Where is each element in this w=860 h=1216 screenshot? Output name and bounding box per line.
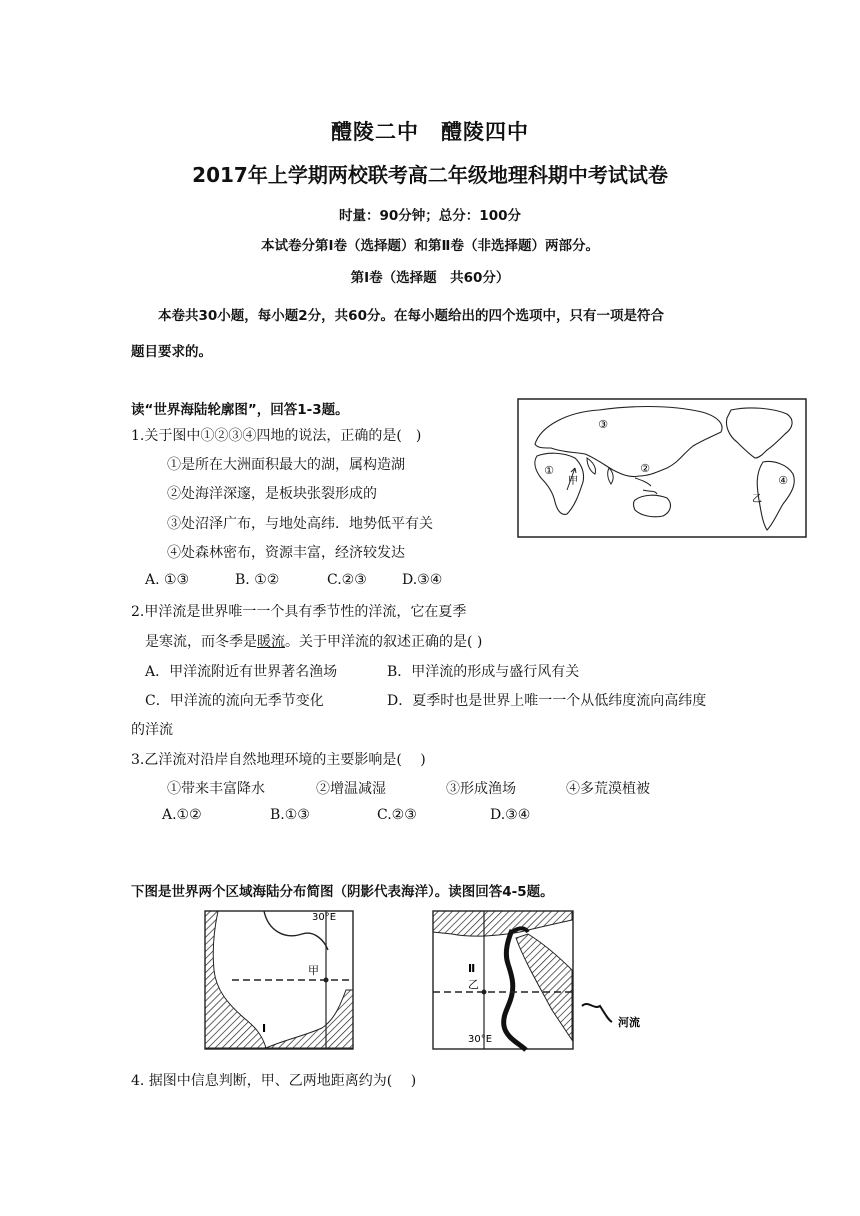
- q3-statement-2: ②增温减湿: [316, 781, 386, 797]
- q2-stem-line2-pre: 是寒流，而冬季是: [145, 634, 257, 650]
- q3-option-c: C.②③: [377, 807, 417, 823]
- q1-statement-1: ①是所在大洲面积最大的湖，属构造湖: [167, 457, 405, 473]
- meridian-label: 30°E: [312, 912, 337, 923]
- q2-option-b: B．甲洋流的形成与盛行风有关: [387, 664, 580, 680]
- point-jia: [324, 978, 329, 983]
- site3-label: ③: [598, 418, 608, 431]
- q3-statement-3: ③形成渔场: [446, 781, 516, 797]
- region-map-1: [204, 910, 354, 1050]
- point-jia-label: 甲: [308, 964, 319, 977]
- region-1-label: Ⅰ: [262, 1022, 267, 1035]
- q3-stem: 3.乙洋流对沿岸自然地理环境的主要影响是( ): [131, 752, 426, 768]
- q3-option-a: A.①②: [162, 807, 202, 823]
- current-yi-label: 乙: [752, 494, 762, 505]
- q1-statement-2: ②处海洋深邃，是板块张裂形成的: [167, 486, 377, 502]
- q2-option-c: C．甲洋流的流向无季节变化: [145, 693, 324, 709]
- q2-option-d-cont: 的洋流: [131, 722, 173, 738]
- group2-intro: 下图是世界两个区域海陆分布简图（阴影代表海洋）。读图回答4-5题。: [131, 884, 554, 900]
- region-2-label: Ⅱ: [468, 962, 476, 975]
- q1-option-d: D.③④: [402, 572, 443, 588]
- q3-option-b: B.①③: [270, 807, 310, 823]
- q3-statement-1: ①带来丰富降水: [167, 781, 265, 797]
- instructions-line1: 本卷共30小题，每小题2分，共60分。在每小题给出的四个选项中，只有一项是符合: [158, 308, 664, 324]
- point-yi-label: 乙: [468, 978, 479, 991]
- world-map-figure: [517, 398, 807, 538]
- paper-structure: 本试卷分第Ⅰ卷（选择题）和第Ⅱ卷（非选择题）两部分。: [261, 238, 599, 254]
- q2-stem-line2: [145, 631, 482, 651]
- point-yi: [482, 990, 487, 995]
- instructions-line2: 题目要求的。: [131, 344, 212, 360]
- q1-stem: 1.关于图中①②③④四地的说法，正确的是( ): [131, 428, 422, 444]
- q3-statement-4: ④多荒漠植被: [566, 781, 650, 797]
- q1-option-a: A. ①③: [145, 572, 190, 588]
- group1-intro: 读“世界海陆轮廓图”，回答1-3题。: [131, 402, 349, 418]
- region-map-2: [432, 910, 667, 1052]
- legend-river-label: 河流: [618, 1016, 640, 1029]
- q4-stem: 4. 据图中信息判断，甲、乙两地距离约为( ): [131, 1073, 417, 1089]
- q2-stem-line2-post: 。关于甲洋流的叙述正确的是( ): [285, 634, 483, 650]
- q1-option-c: C.②③: [327, 572, 367, 588]
- q2-option-a: A．甲洋流附近有世界著名渔场: [145, 664, 338, 680]
- legend-river-symbol: [582, 1004, 612, 1022]
- site1-label: ①: [544, 464, 554, 477]
- site4-label: ④: [778, 474, 788, 487]
- q1-statement-3: ③处沼泽广布，与地处高纬．地势低平有关: [167, 516, 433, 532]
- q2-stem-underlined: 暖流: [257, 634, 285, 650]
- site2-label: ②: [640, 462, 650, 475]
- exam-title: 2017年上学期两校联考高二年级地理科期中考试试卷: [192, 163, 668, 187]
- meridian-label-2: 30°E: [468, 1034, 493, 1045]
- q3-option-d: D.③④: [490, 807, 531, 823]
- school-names: 醴陵二中 醴陵四中: [331, 120, 529, 144]
- q1-statement-4: ④处森林密布，资源丰富，经济较发达: [167, 545, 405, 561]
- q2-stem-line1: 2.甲洋流是世界唯一一个具有季节性的洋流，它在夏季: [131, 604, 467, 620]
- q1-option-b: B. ①②: [235, 572, 280, 588]
- q2-option-d: D．夏季时也是世界上唯一一个从低纬度流向高纬度: [387, 693, 707, 709]
- current-jia-label: 甲: [568, 476, 578, 487]
- time-score: 时量：90分钟；总分：100分: [339, 208, 521, 224]
- part1-title: 第Ⅰ卷（选择题 共60分）: [350, 270, 510, 286]
